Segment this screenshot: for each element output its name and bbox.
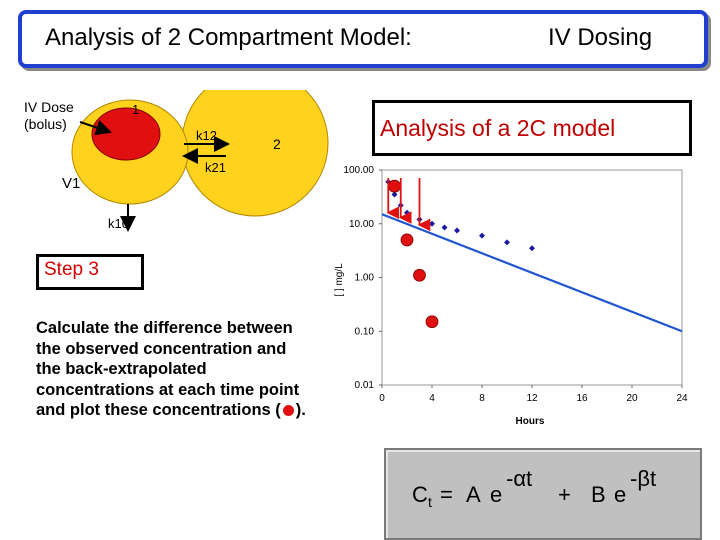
- equation-subscript: t: [428, 494, 432, 510]
- description-line: the back-extrapolated: [36, 360, 207, 378]
- x-tick-label: 16: [576, 393, 588, 404]
- equation-equals: =: [440, 482, 453, 507]
- y-tick-label: 0.01: [354, 380, 374, 391]
- plot-area: [382, 170, 682, 385]
- x-tick-label: 20: [626, 393, 638, 404]
- description-line: concentrations at each time point: [36, 380, 300, 399]
- slide-subtitle: IV Dosing: [548, 24, 653, 51]
- iv-dose-sublabel: (bolus): [24, 116, 67, 132]
- x-tick-label: 8: [479, 393, 485, 404]
- equation-e2: e: [614, 482, 627, 507]
- equation-plus: +: [558, 482, 571, 507]
- equation-b: B: [591, 482, 606, 507]
- dose-blob: [92, 108, 160, 160]
- y-axis-label: [ ] mg/L: [334, 263, 345, 297]
- k21-label: k21: [205, 160, 226, 175]
- description-line: the observed concentration and: [36, 339, 287, 358]
- x-axis-label: Hours: [515, 416, 545, 427]
- step-description: [36, 318, 366, 421]
- residual-point: [414, 269, 426, 281]
- equation-e1: e: [490, 482, 503, 507]
- residual-point: [389, 180, 401, 192]
- y-tick-label: 1.00: [354, 272, 374, 284]
- y-tick-label: 0.10: [354, 326, 374, 338]
- concentration-time-chart: [325, 160, 700, 435]
- v1-label: V1: [62, 175, 81, 192]
- compartment-1-label: 1: [132, 102, 140, 117]
- compartment-2-label: 2: [273, 136, 281, 152]
- x-tick-label: 24: [676, 393, 688, 404]
- y-tick-label: 100.00: [343, 165, 374, 176]
- x-tick-label: 0: [379, 393, 385, 404]
- x-tick-label: 4: [429, 393, 435, 404]
- k12-label: k12: [196, 128, 217, 143]
- compartment-diagram: [0, 90, 350, 240]
- description-line: and plot these concentrations ( ).: [36, 401, 306, 419]
- equation-a: A: [466, 482, 481, 507]
- iv-dose-label: IV Dose: [24, 99, 74, 115]
- equation-exp1: -αt: [506, 466, 533, 491]
- red-dot-icon: [283, 405, 294, 416]
- k10-label: k10: [108, 216, 129, 231]
- compartment-2-circle: [182, 90, 328, 216]
- slide-title: Analysis of 2 Compartment Model:: [45, 24, 412, 51]
- y-tick-label: 10.00: [348, 218, 374, 230]
- x-tick-label: 12: [526, 393, 538, 404]
- residual-point: [426, 316, 438, 328]
- step-label: Step 3: [44, 259, 99, 280]
- residual-point: [401, 234, 413, 246]
- analysis-label: Analysis of a 2C model: [380, 115, 616, 141]
- description-line: Calculate the difference between: [36, 319, 293, 337]
- equation-c: C: [412, 482, 428, 507]
- equation-exp2: -βt: [630, 466, 657, 491]
